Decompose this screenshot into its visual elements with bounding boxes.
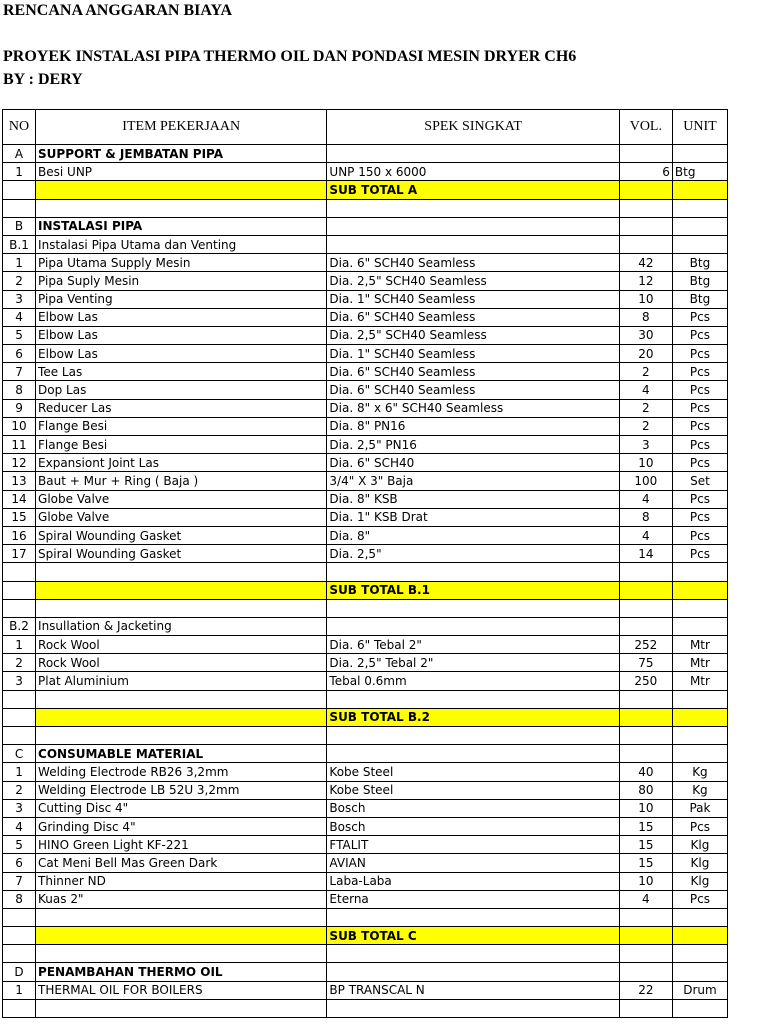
author-line: BY : DERY bbox=[3, 71, 83, 88]
vol-cell: 20 bbox=[619, 345, 672, 363]
no-cell: 4 bbox=[3, 308, 36, 326]
spec-cell: SUB TOTAL A bbox=[327, 181, 619, 199]
spec-cell: Dia. 2,5" PN16 bbox=[327, 436, 619, 454]
table-row bbox=[3, 290, 728, 308]
item-cell: THERMAL OIL FOR BOILERS bbox=[36, 981, 327, 999]
table-row bbox=[3, 272, 728, 290]
item-cell: Rock Wool bbox=[36, 654, 327, 672]
table-row bbox=[3, 363, 728, 381]
no-cell: A bbox=[3, 145, 36, 163]
spec-cell: Dia. 8" x 6" SCH40 Seamless bbox=[327, 399, 619, 417]
no-cell: C bbox=[3, 745, 36, 763]
no-cell: 2 bbox=[3, 781, 36, 799]
section-row bbox=[3, 217, 728, 235]
no-cell: 2 bbox=[3, 654, 36, 672]
spec-cell: 3/4" X 3" Baja bbox=[327, 472, 619, 490]
spec-cell bbox=[327, 727, 619, 745]
no-cell: 9 bbox=[3, 399, 36, 417]
no-cell: 3 bbox=[3, 290, 36, 308]
unit-cell bbox=[672, 690, 727, 708]
vol-cell: 8 bbox=[619, 308, 672, 326]
header-no: NO bbox=[3, 110, 36, 145]
item-cell: INSTALASI PIPA bbox=[36, 217, 327, 235]
vol-cell bbox=[619, 708, 672, 726]
item-cell: Flange Besi bbox=[36, 436, 327, 454]
unit-cell: Pcs bbox=[672, 308, 727, 326]
no-cell bbox=[3, 927, 36, 945]
header-row bbox=[3, 110, 728, 145]
no-cell: 7 bbox=[3, 872, 36, 890]
item-cell: Elbow Las bbox=[36, 345, 327, 363]
header-item: ITEM PEKERJAAN bbox=[36, 110, 327, 145]
table-row bbox=[3, 799, 728, 817]
subtotal-row bbox=[3, 708, 728, 726]
no-cell: 17 bbox=[3, 545, 36, 563]
spec-cell: SUB TOTAL C bbox=[327, 927, 619, 945]
item-cell: Besi UNP bbox=[36, 163, 327, 181]
unit-cell bbox=[672, 581, 727, 599]
unit-cell: Klg bbox=[672, 854, 727, 872]
no-cell: 5 bbox=[3, 836, 36, 854]
blank-row bbox=[3, 727, 728, 745]
spec-cell: Laba-Laba bbox=[327, 872, 619, 890]
spec-cell: Dia. 8" PN16 bbox=[327, 417, 619, 435]
unit-cell: Pcs bbox=[672, 381, 727, 399]
spec-cell bbox=[327, 217, 619, 235]
item-cell: Welding Electrode LB 52U 3,2mm bbox=[36, 781, 327, 799]
item-cell: Rock Wool bbox=[36, 636, 327, 654]
section-row bbox=[3, 745, 728, 763]
vol-cell: 14 bbox=[619, 545, 672, 563]
unit-cell: Pcs bbox=[672, 545, 727, 563]
vol-cell bbox=[619, 563, 672, 581]
table-row bbox=[3, 454, 728, 472]
table-row bbox=[3, 254, 728, 272]
vol-cell: 30 bbox=[619, 326, 672, 344]
unit-cell: Pcs bbox=[672, 363, 727, 381]
item-cell: Spiral Wounding Gasket bbox=[36, 545, 327, 563]
unit-cell: Pcs bbox=[672, 436, 727, 454]
no-cell: 1 bbox=[3, 163, 36, 181]
no-cell: 8 bbox=[3, 381, 36, 399]
vol-cell bbox=[619, 999, 672, 1017]
blank-row bbox=[3, 908, 728, 926]
unit-cell: Klg bbox=[672, 872, 727, 890]
no-cell: 5 bbox=[3, 326, 36, 344]
vol-cell bbox=[619, 617, 672, 635]
vol-cell: 10 bbox=[619, 290, 672, 308]
vol-cell: 100 bbox=[619, 472, 672, 490]
table-row bbox=[3, 308, 728, 326]
unit-cell bbox=[672, 908, 727, 926]
no-cell: 16 bbox=[3, 526, 36, 544]
unit-cell bbox=[672, 199, 727, 217]
vol-cell bbox=[619, 599, 672, 617]
vol-cell bbox=[619, 181, 672, 199]
subtotal-row bbox=[3, 181, 728, 199]
spec-cell bbox=[327, 908, 619, 926]
table-row bbox=[3, 854, 728, 872]
table-row bbox=[3, 235, 728, 253]
no-cell: 6 bbox=[3, 345, 36, 363]
spec-cell bbox=[327, 199, 619, 217]
item-cell bbox=[36, 999, 327, 1017]
vol-cell: 8 bbox=[619, 508, 672, 526]
spec-cell: Dia. 6" SCH40 bbox=[327, 454, 619, 472]
no-cell bbox=[3, 708, 36, 726]
no-cell: 6 bbox=[3, 854, 36, 872]
item-cell: PENAMBAHAN THERMO OIL bbox=[36, 963, 327, 981]
no-cell: 1 bbox=[3, 254, 36, 272]
unit-cell bbox=[672, 999, 727, 1017]
table-row bbox=[3, 417, 728, 435]
vol-cell: 10 bbox=[619, 872, 672, 890]
vol-cell: 40 bbox=[619, 763, 672, 781]
unit-cell: Pcs bbox=[672, 508, 727, 526]
spec-cell: BP TRANSCAL N bbox=[327, 981, 619, 999]
spec-cell bbox=[327, 617, 619, 635]
spec-cell: Kobe Steel bbox=[327, 781, 619, 799]
header-unit: UNIT bbox=[672, 110, 727, 145]
no-cell: 8 bbox=[3, 890, 36, 908]
no-cell: 3 bbox=[3, 799, 36, 817]
unit-cell bbox=[672, 235, 727, 253]
table-row bbox=[3, 781, 728, 799]
item-cell: Dop Las bbox=[36, 381, 327, 399]
no-cell: D bbox=[3, 963, 36, 981]
blank-row bbox=[3, 599, 728, 617]
vol-cell: 12 bbox=[619, 272, 672, 290]
spec-cell bbox=[327, 145, 619, 163]
no-cell: B bbox=[3, 217, 36, 235]
unit-cell: Pcs bbox=[672, 399, 727, 417]
unit-cell bbox=[672, 745, 727, 763]
spec-cell bbox=[327, 999, 619, 1017]
no-cell: 12 bbox=[3, 454, 36, 472]
item-cell: Spiral Wounding Gasket bbox=[36, 526, 327, 544]
table-row bbox=[3, 981, 728, 999]
spec-cell: Tebal 0.6mm bbox=[327, 672, 619, 690]
item-cell: Tee Las bbox=[36, 363, 327, 381]
item-cell: Expansiont Joint Las bbox=[36, 454, 327, 472]
table-row bbox=[3, 490, 728, 508]
item-cell bbox=[36, 927, 327, 945]
spec-cell: Dia. 6" SCH40 Seamless bbox=[327, 308, 619, 326]
spec-cell bbox=[327, 745, 619, 763]
table-row bbox=[3, 617, 728, 635]
vol-cell: 4 bbox=[619, 381, 672, 399]
spec-cell: Dia. 2,5" bbox=[327, 545, 619, 563]
item-cell: Flange Besi bbox=[36, 417, 327, 435]
header-vol: VOL. bbox=[619, 110, 672, 145]
item-cell: Cutting Disc 4" bbox=[36, 799, 327, 817]
section-row bbox=[3, 963, 728, 981]
item-cell: SUPPORT & JEMBATAN PIPA bbox=[36, 145, 327, 163]
unit-cell: Pcs bbox=[672, 326, 727, 344]
vol-cell bbox=[619, 690, 672, 708]
blank-row bbox=[3, 999, 728, 1017]
spec-cell: Kobe Steel bbox=[327, 763, 619, 781]
table-row bbox=[3, 381, 728, 399]
unit-cell: Klg bbox=[672, 836, 727, 854]
vol-cell bbox=[619, 727, 672, 745]
vol-cell: 4 bbox=[619, 526, 672, 544]
blank-row bbox=[3, 690, 728, 708]
subtotal-row bbox=[3, 581, 728, 599]
no-cell: 1 bbox=[3, 636, 36, 654]
unit-cell: Kg bbox=[672, 763, 727, 781]
item-cell bbox=[36, 908, 327, 926]
unit-cell: Pcs bbox=[672, 526, 727, 544]
item-cell bbox=[36, 708, 327, 726]
item-cell: Pipa Utama Supply Mesin bbox=[36, 254, 327, 272]
unit-cell: Pcs bbox=[672, 490, 727, 508]
item-cell: Elbow Las bbox=[36, 308, 327, 326]
spec-cell bbox=[327, 563, 619, 581]
no-cell bbox=[3, 199, 36, 217]
unit-cell bbox=[672, 599, 727, 617]
no-cell: 4 bbox=[3, 817, 36, 835]
unit-cell: Set bbox=[672, 472, 727, 490]
vol-cell: 10 bbox=[619, 799, 672, 817]
vol-cell bbox=[619, 963, 672, 981]
table-row bbox=[3, 345, 728, 363]
unit-cell bbox=[672, 145, 727, 163]
item-cell: Cat Meni Bell Mas Green Dark bbox=[36, 854, 327, 872]
item-cell bbox=[36, 563, 327, 581]
unit-cell: Mtr bbox=[672, 672, 727, 690]
item-cell bbox=[36, 599, 327, 617]
no-cell bbox=[3, 181, 36, 199]
vol-cell: 4 bbox=[619, 890, 672, 908]
unit-cell: Btg bbox=[672, 163, 727, 181]
unit-cell: Mtr bbox=[672, 636, 727, 654]
item-cell: Instalasi Pipa Utama dan Venting bbox=[36, 235, 327, 253]
spec-cell: Dia. 1" SCH40 Seamless bbox=[327, 345, 619, 363]
no-cell bbox=[3, 908, 36, 926]
table-row bbox=[3, 545, 728, 563]
spec-cell: Bosch bbox=[327, 799, 619, 817]
no-cell bbox=[3, 581, 36, 599]
spec-cell: Dia. 1" SCH40 Seamless bbox=[327, 290, 619, 308]
no-cell: 14 bbox=[3, 490, 36, 508]
table-row bbox=[3, 326, 728, 344]
spec-cell: AVIAN bbox=[327, 854, 619, 872]
vol-cell bbox=[619, 145, 672, 163]
unit-cell bbox=[672, 945, 727, 963]
vol-cell: 4 bbox=[619, 490, 672, 508]
item-cell: Kuas 2" bbox=[36, 890, 327, 908]
table-row bbox=[3, 526, 728, 544]
item-cell: Reducer Las bbox=[36, 399, 327, 417]
spec-cell bbox=[327, 690, 619, 708]
vol-cell: 2 bbox=[619, 363, 672, 381]
vol-cell: 15 bbox=[619, 817, 672, 835]
unit-cell: Pcs bbox=[672, 417, 727, 435]
no-cell bbox=[3, 690, 36, 708]
unit-cell: Btg bbox=[672, 272, 727, 290]
spec-cell: Dia. 6" SCH40 Seamless bbox=[327, 381, 619, 399]
no-cell: 15 bbox=[3, 508, 36, 526]
vol-cell bbox=[619, 927, 672, 945]
vol-cell: 252 bbox=[619, 636, 672, 654]
item-cell bbox=[36, 727, 327, 745]
item-cell: Globe Valve bbox=[36, 490, 327, 508]
unit-cell: Pcs bbox=[672, 890, 727, 908]
spec-cell: Eterna bbox=[327, 890, 619, 908]
vol-cell: 3 bbox=[619, 436, 672, 454]
vol-cell: 80 bbox=[619, 781, 672, 799]
blank-row bbox=[3, 563, 728, 581]
no-cell bbox=[3, 599, 36, 617]
unit-cell: Pcs bbox=[672, 345, 727, 363]
item-cell: Welding Electrode RB26 3,2mm bbox=[36, 763, 327, 781]
table-row bbox=[3, 654, 728, 672]
no-cell bbox=[3, 727, 36, 745]
item-cell: Grinding Disc 4" bbox=[36, 817, 327, 835]
spec-cell: SUB TOTAL B.1 bbox=[327, 581, 619, 599]
unit-cell: Pak bbox=[672, 799, 727, 817]
no-cell: B.1 bbox=[3, 235, 36, 253]
no-cell: 13 bbox=[3, 472, 36, 490]
item-cell bbox=[36, 181, 327, 199]
item-cell: Thinner ND bbox=[36, 872, 327, 890]
table-row bbox=[3, 763, 728, 781]
no-cell: 2 bbox=[3, 272, 36, 290]
vol-cell bbox=[619, 235, 672, 253]
unit-cell bbox=[672, 708, 727, 726]
spec-cell: Dia. 8" bbox=[327, 526, 619, 544]
spec-cell: UNP 150 x 6000 bbox=[327, 163, 619, 181]
no-cell: 11 bbox=[3, 436, 36, 454]
spec-cell: Dia. 8" KSB bbox=[327, 490, 619, 508]
blank-row bbox=[3, 199, 728, 217]
vol-cell: 10 bbox=[619, 454, 672, 472]
unit-cell: Drum bbox=[672, 981, 727, 999]
vol-cell: 15 bbox=[619, 854, 672, 872]
document-title: RENCANA ANGGARAN BIAYA bbox=[3, 2, 233, 19]
no-cell: B.2 bbox=[3, 617, 36, 635]
table-row bbox=[3, 636, 728, 654]
spec-cell: SUB TOTAL B.2 bbox=[327, 708, 619, 726]
item-cell: Baut + Mur + Ring ( Baja ) bbox=[36, 472, 327, 490]
vol-cell: 15 bbox=[619, 836, 672, 854]
table-row bbox=[3, 472, 728, 490]
vol-cell: 75 bbox=[619, 654, 672, 672]
spec-cell: Bosch bbox=[327, 817, 619, 835]
vol-cell: 42 bbox=[619, 254, 672, 272]
table-row bbox=[3, 436, 728, 454]
vol-cell: 6 bbox=[619, 163, 672, 181]
spec-cell: Dia. 6" Tebal 2" bbox=[327, 636, 619, 654]
no-cell bbox=[3, 563, 36, 581]
unit-cell bbox=[672, 217, 727, 235]
item-cell bbox=[36, 581, 327, 599]
unit-cell bbox=[672, 727, 727, 745]
vol-cell: 250 bbox=[619, 672, 672, 690]
blank-row bbox=[3, 945, 728, 963]
table-row bbox=[3, 163, 728, 181]
vol-cell: 2 bbox=[619, 399, 672, 417]
table-row bbox=[3, 817, 728, 835]
table-row bbox=[3, 872, 728, 890]
no-cell: 1 bbox=[3, 763, 36, 781]
unit-cell bbox=[672, 563, 727, 581]
vol-cell: 2 bbox=[619, 417, 672, 435]
item-cell: CONSUMABLE MATERIAL bbox=[36, 745, 327, 763]
no-cell: 1 bbox=[3, 981, 36, 999]
item-cell: Plat Aluminium bbox=[36, 672, 327, 690]
spec-cell: Dia. 1" KSB Drat bbox=[327, 508, 619, 526]
vol-cell bbox=[619, 217, 672, 235]
table-row bbox=[3, 399, 728, 417]
no-cell: 10 bbox=[3, 417, 36, 435]
no-cell bbox=[3, 999, 36, 1017]
unit-cell: Btg bbox=[672, 254, 727, 272]
no-cell: 7 bbox=[3, 363, 36, 381]
section-row bbox=[3, 145, 728, 163]
spec-cell bbox=[327, 599, 619, 617]
item-cell bbox=[36, 690, 327, 708]
item-cell bbox=[36, 199, 327, 217]
item-cell: Insullation & Jacketing bbox=[36, 617, 327, 635]
spec-cell: Dia. 6" SCH40 Seamless bbox=[327, 363, 619, 381]
unit-cell bbox=[672, 927, 727, 945]
unit-cell: Pcs bbox=[672, 817, 727, 835]
spec-cell bbox=[327, 235, 619, 253]
item-cell: Pipa Venting bbox=[36, 290, 327, 308]
table-row bbox=[3, 672, 728, 690]
vol-cell bbox=[619, 199, 672, 217]
vol-cell bbox=[619, 908, 672, 926]
item-cell bbox=[36, 945, 327, 963]
item-cell: HINO Green Light KF-221 bbox=[36, 836, 327, 854]
subtotal-row bbox=[3, 927, 728, 945]
spec-cell: FTALIT bbox=[327, 836, 619, 854]
spec-cell: Dia. 2,5" Tebal 2" bbox=[327, 654, 619, 672]
vol-cell: 22 bbox=[619, 981, 672, 999]
spec-cell: Dia. 2,5" SCH40 Seamless bbox=[327, 326, 619, 344]
spec-cell: Dia. 2,5" SCH40 Seamless bbox=[327, 272, 619, 290]
unit-cell: Mtr bbox=[672, 654, 727, 672]
unit-cell: Btg bbox=[672, 290, 727, 308]
item-cell: Globe Valve bbox=[36, 508, 327, 526]
budget-table bbox=[2, 109, 728, 1018]
unit-cell: Kg bbox=[672, 781, 727, 799]
spec-cell bbox=[327, 963, 619, 981]
item-cell: Elbow Las bbox=[36, 326, 327, 344]
vol-cell bbox=[619, 745, 672, 763]
header-spec: SPEK SINGKAT bbox=[327, 110, 619, 145]
unit-cell: Pcs bbox=[672, 454, 727, 472]
spec-cell bbox=[327, 945, 619, 963]
project-title: PROYEK INSTALASI PIPA THERMO OIL DAN PONDASI MESIN DRYER CH6 bbox=[3, 48, 577, 65]
vol-cell bbox=[619, 581, 672, 599]
unit-cell bbox=[672, 963, 727, 981]
table-row bbox=[3, 890, 728, 908]
table-row bbox=[3, 508, 728, 526]
no-cell bbox=[3, 945, 36, 963]
item-cell: Pipa Suply Mesin bbox=[36, 272, 327, 290]
spec-cell: Dia. 6" SCH40 Seamless bbox=[327, 254, 619, 272]
unit-cell bbox=[672, 181, 727, 199]
no-cell: 3 bbox=[3, 672, 36, 690]
vol-cell bbox=[619, 945, 672, 963]
unit-cell bbox=[672, 617, 727, 635]
table-row bbox=[3, 836, 728, 854]
